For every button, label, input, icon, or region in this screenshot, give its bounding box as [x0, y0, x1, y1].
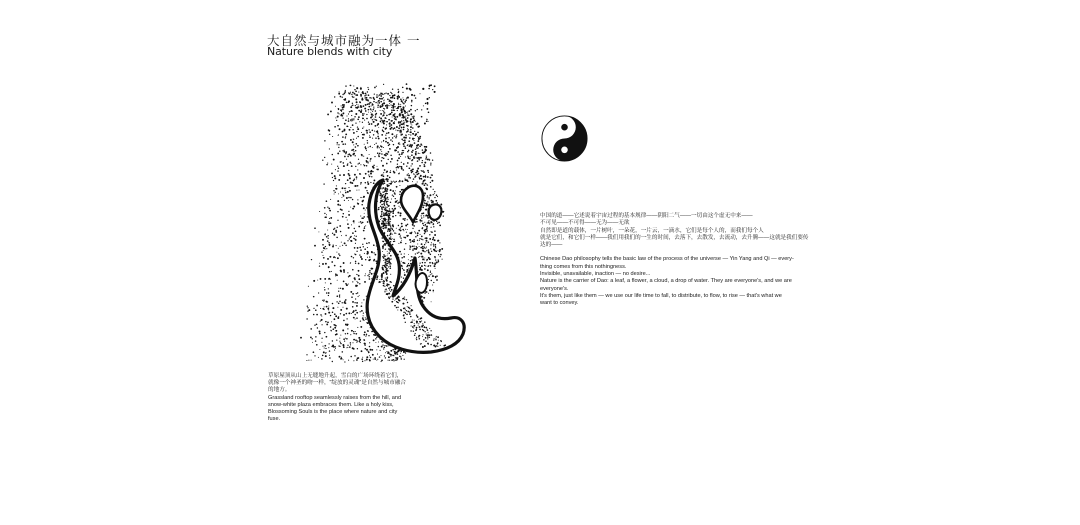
left-caption-cn: 草原屋顶从山上无缝地升起，雪白的广场环绕着它们，就像一个神圣的吻一样，“绽放的灵魂”是自然与城市融合的地方。: [268, 373, 406, 394]
page-title-cn: 大自然与城市融为一体 一: [267, 33, 421, 48]
en-line: everyone's.: [540, 285, 569, 292]
calligraphy-inner-loop: [416, 273, 428, 293]
stippled-calligraphy-illustration: [255, 82, 475, 372]
calligraphy-dot: [429, 204, 442, 219]
cn-line: 中国的道——它述说着宇宙过程的基本规律——阴阳二气——一切由这个虚无中来——: [540, 213, 753, 219]
en-line: want to convey.: [540, 300, 579, 307]
en-line: Nature is the carrier of Dao: a leaf, a flower, a cloud, a drop of water. They are everyone's, and we are: [540, 278, 792, 285]
en-line: Invisible, unavailable, inaction — no desire...: [540, 271, 651, 278]
philosophy-text: [540, 213, 848, 308]
en-line: Chinese Dao philosophy tells the basic law of the process of the universe — Yin Yang and Qi — every-: [540, 256, 794, 263]
en-line: thing comes from this nothingness.: [540, 263, 627, 270]
left-caption-en: Grassland rooftop seamlessly raises from the hill, and snow-white plaza embraces them. Like a holy kiss, Blossoming Souls is the place where nature and city fuse.: [268, 394, 402, 423]
cn-line: 就是它们，和它们一样——我们用我们的一生的时间，去落下，去散发，去流动，去升腾——这就是我们要传: [540, 234, 809, 241]
en-line: It's them, just like them — we use our life time to fall, to distribute, to flow, to rise — that's what we: [540, 292, 782, 299]
philosophy-text-en: [540, 256, 848, 307]
philosophy-text-cn: [540, 213, 848, 249]
yin-yang-icon: [541, 115, 588, 162]
cn-line: 自然即是道的载体，一片树叶，一朵花，一片云，一滴水，它们是每个人的，而我们每个人: [540, 227, 764, 234]
left-caption: [268, 373, 406, 423]
calligraphy-hook: [401, 186, 423, 222]
cn-line: 达的——: [540, 242, 563, 249]
cn-line: 不可见——不可得——无为——无欲: [540, 220, 630, 227]
page-title-en: Nature blends with city: [267, 45, 393, 58]
